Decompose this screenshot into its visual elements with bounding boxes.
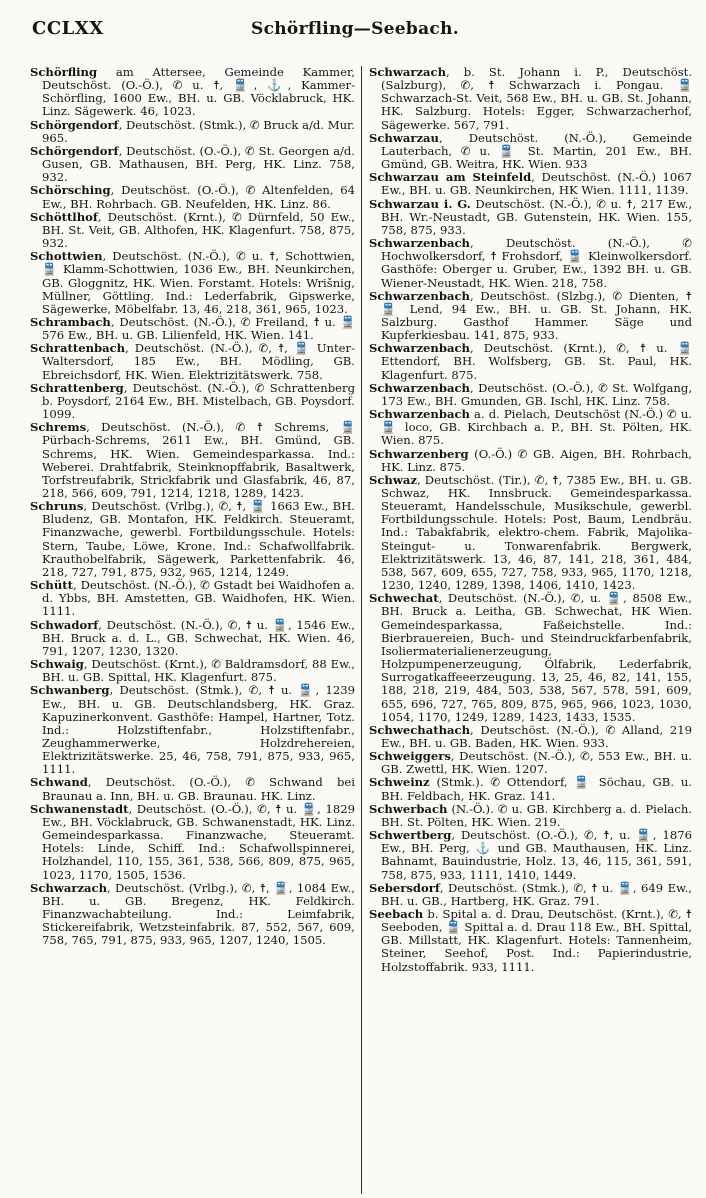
entry-place-name: Schrattenberg xyxy=(30,380,124,395)
entry-place-name: Schwechat xyxy=(369,591,439,606)
gazetteer-entry xyxy=(369,882,692,908)
entry-place-name: Seebach xyxy=(369,907,424,921)
entry-text: , Deutschöst. (N.-Ö.), ✆ u. ☨, Schottwien, 🚆 Klamm-Schottwien, 1036 Ew., BH. Neunkirchen, GB. Gloggnitz, HK. Wien. Forstamt. Hotels: Wrišnig, Müllner, Göttling. Ind.: Lederfabrik, Gipswerke, Sägewerke, Möbelfabr. 13, 46, 218, 361, 965, 1023. xyxy=(42,249,355,316)
entry-text: , Deutschöst. (N.-Ö.), ✆ Freiland, ☨ u. 🚆 576 Ew., BH. u. GB. Lilienfeld, HK. Wien. 141. xyxy=(42,314,355,343)
entry-place-name: Schörgendorf xyxy=(30,143,119,158)
entry-text: , Deutschöst. (N.-Ö.), ✆ Schrattenberg b. Poysdorf, 2164 Ew., BH. Mistelbach, GB. Poysdorf. 1099. xyxy=(42,380,355,422)
gazetteer-entry xyxy=(369,908,692,974)
entry-place-name: Schörsching xyxy=(30,183,111,198)
gazetteer-entry xyxy=(369,171,692,197)
gazetteer-entry xyxy=(369,382,692,408)
gazetteer-entry xyxy=(369,592,692,724)
entry-text: , Deutschöst. (O.-Ö.), ✆ St. Georgen a/d. Gusen, GB. Mathausen, BH. Perg, HK. Linz. 758, 932. xyxy=(42,143,355,185)
entry-text: (Stmk.). ✆ Ottendorf, 🚆 Söchau, GB. u. BH. Feldbach, HK. Graz. 141. xyxy=(381,775,692,803)
gazetteer-entry xyxy=(30,250,355,316)
gazetteer-entry xyxy=(369,132,692,171)
entry-place-name: Schruns xyxy=(30,499,84,514)
entry-text: , Deutschöst. (Vrlbg.), ✆, ☨, 🚆, 1084 Ew., BH. u. GB. Bregenz, HK. Feldkirch. Finanzwachabteilung. Ind.: Leimfabrik, Stickereifabrik, Wetzsteinfabrik. 87, 552, 567, 609, 758, 765, 791, 875, 933, 965, 1207, 1240, 1505. xyxy=(42,880,355,948)
gazetteer-entry xyxy=(30,882,355,948)
entry-text: a. d. Pielach, Deutschöst (N.-Ö.) ✆ u. 🚆 loco, GB. Kirchbach a. P., BH. St. Pölten, HK. Wien. 875. xyxy=(381,407,692,448)
entry-text: , Deutschöst. (N.-Ö.), Gemeinde Lauterbach, ✆ u. 🚆 St. Martin, 201 Ew., BH. Gmünd, GB. Weitra, HK. Wien. 933 xyxy=(381,130,692,172)
entry-place-name: Schwarzenbach xyxy=(369,236,470,251)
gazetteer-columns xyxy=(30,66,692,1194)
gazetteer-entry xyxy=(369,198,692,237)
entry-place-name: Schweinz xyxy=(369,775,430,790)
entry-text: (O.-Ö.) ✆ GB. Aigen, BH. Rohrbach, HK. Linz. 875. xyxy=(381,446,692,474)
entry-place-name: Schwechathach xyxy=(369,722,471,737)
gazetteer-entry xyxy=(369,237,692,290)
entry-place-name: Schwanenstadt xyxy=(30,801,129,816)
entry-place-name: Schwaig xyxy=(30,657,84,672)
entry-place-name: Schwand xyxy=(30,775,88,790)
entry-text: , Deutschöst. (O.-Ö.), ✆ Schwand bei Braunau a. Inn, BH. u. GB. Braunau. HK. Linz. xyxy=(42,775,355,803)
gazetteer-entry xyxy=(369,290,692,343)
entry-place-name: Schwerbach xyxy=(369,801,448,816)
gazetteer-entry xyxy=(30,211,355,250)
entry-text: , Deutschöst. (N.-Ö.), ✆ ☨ Schrems, 🚆 Pürbach-Schrems, 2611 Ew., BH. Gmünd, GB. Schrems, HK. Wien. Gemeindesparkassa. Ind.: Weberei. Drahtfabrik, Steinknopffabrik, Basaltwerk, Torfstreufabrik, Strickfabrik und Glasfabrik, 46, 87, 218, 566, 609, 791, 1214, 1218, 1289, 1423. xyxy=(42,420,355,500)
entry-text: , Deutschöst. (O.-Ö.), ✆ St. Wolfgang, 173 Ew., BH. Gmunden, GB. Ischl, HK. Linz. 758. xyxy=(381,380,692,408)
entry-place-name: Schwarzenbach xyxy=(369,407,470,422)
entry-text: , Deutschöst. (N.-Ö.), ✆, 553 Ew., BH. u. GB. Zwettl, HK. Wien. 1207. xyxy=(381,749,692,777)
gazetteer-entry xyxy=(30,684,355,776)
entry-text: , Deutschöst. (N.-Ö.) 1067 Ew., BH. u. GB. Neunkirchen, HK Wien. 1111, 1139. xyxy=(381,170,692,198)
page-title: Schörfling—Seebach. xyxy=(251,19,459,39)
gazetteer-entry xyxy=(30,66,355,119)
left-column xyxy=(30,66,361,1194)
gazetteer-entry xyxy=(369,408,692,447)
page-header xyxy=(28,18,682,42)
entry-text: , Deutschöst. (Tir.), ✆, ☨, 7385 Ew., BH. u. GB. Schwaz, HK. Innsbruck. Gemeindesparkassa. Steueramt, Handelsschule, Musikschule, gewerbl. Fortbildungsschule. Hotels: Post, Baum, Lendbräu. Ind.: Tabakfabrik, elektro-chem. Fabrik, Majolika-Steingut- u. Tonwarenfabrik. Bergwerk, Elektrizitätswerk. 13, 46, 87, 141, 218, 361, 484, 538, 567, 609, 655, 727, 758, 933, 965, 1170, 1218, 1230, 1240, 1289, 1398, 1406, 1410, 1423. xyxy=(381,472,692,593)
entry-place-name: Schwarzenbach xyxy=(369,288,470,303)
entry-text: , Deutschöst. (Slzbg.), ✆ Dienten, ☨ 🚆 Lend, 94 Ew., BH. u. GB. St. Johann, HK. Salzburg. Gasthof Hammer. Säge und Kupferkiesbau. 141, 875, 933. xyxy=(381,288,692,343)
gazetteer-entry xyxy=(30,342,355,381)
entry-place-name: Schwarzenbach xyxy=(369,380,470,395)
entry-text: , Deutschöst. (Krnt.), ✆ Baldramsdorf, 88 Ew., BH. u. GB. Spittal, HK. Klagenfurt. 875. xyxy=(42,657,355,685)
right-column xyxy=(361,66,692,1194)
entry-place-name: Schwarzenberg xyxy=(369,446,469,461)
entry-place-name: Schwarzenbach xyxy=(369,341,470,356)
entry-place-name: Schwaz xyxy=(369,472,417,487)
gazetteer-entry xyxy=(369,750,692,776)
entry-text: , Deutschöst. (Stmk.), ✆, ☨ u. 🚆, 649 Ew., BH. u. GB., Hartberg, HK. Graz. 791. xyxy=(381,880,692,908)
entry-place-name: Sebersdorf xyxy=(369,880,440,895)
gazetteer-entry xyxy=(369,474,692,592)
entry-text: , Deutschöst. (O.-Ö.), ✆, ☨ u. 🚆, 1829 Ew., BH. Vöcklabruck, GB. Schwanenstadt, HK. Linz. Gemeindesparkassa. Finanzwache, Steueramt. Hotels: Linde, Schiff. Ind.: Schafwollspinnerei, Holzhandel, 110, 155, 361, 538, 566, 809, 875, 965, 1023, 1170, 1505, 1536. xyxy=(42,801,355,882)
entry-place-name: Schwarzach xyxy=(369,65,447,79)
gazetteer-entry xyxy=(369,776,692,802)
entry-text: b. Spital a. d. Drau, Deutschöst. (Krnt.), ✆, ☨ Seeboden, 🚆 Spittal a. d. Drau 118 Ew., BH. Spittal, GB. Millstatt, HK. Klagenfurt. Hotels: Tannenheim, Steiner, Seehof, Post. Ind.: Papierindustrie, Holzstoffabrik. 933, 1111. xyxy=(381,907,692,974)
entry-place-name: Schrattenbach xyxy=(30,341,126,356)
gazetteer-entry xyxy=(30,776,355,802)
gazetteer-entry xyxy=(369,448,692,474)
page-number: CCLXX xyxy=(32,18,104,39)
entry-text: , Deutschöst. (Stmk.), ✆ Bruck a/d. Mur. 965. xyxy=(42,117,355,145)
gazetteer-entry xyxy=(30,145,355,184)
entry-text: , Deutschöst. (Vrlbg.), ✆, ☨, 🚆 1663 Ew., BH. Bludenz, GB. Montafon, HK. Feldkirch. Steueramt, Finanzwache, gewerbl. Fortbildungsschule. Hotels: Stern, Taube, Löwe, Krone. Ind.: Schafwollfabrik. Krauthobelfabrik, Sägewerk, Parkettenfabrik. 46, 218, 727, 791, 875, 932, 965, 1214, 1249. xyxy=(42,499,355,579)
entry-place-name: Schwarzau am Steinfeld xyxy=(369,170,532,185)
entry-place-name: Schütt xyxy=(30,578,74,593)
entry-text: , Deutschöst. (N.-Ö.), ✆ Gstadt bei Waidhofen a. d. Ybbs, BH. Amstetten, GB. Waidhofen, HK. Wien. 1111. xyxy=(42,578,355,619)
gazetteer-entry xyxy=(30,119,355,145)
gazetteer-entry xyxy=(30,658,355,684)
entry-place-name: Schwarzau xyxy=(369,130,439,145)
gazetteer-entry xyxy=(30,500,355,579)
entry-text: , Deutschöst. (N.-Ö.), ✆ Hochwolkersdorf, ☨ Frohsdorf, 🚆 Kleinwolkersdorf. Gasthöfe: Oberger u. Gruber, Ew., 1392 BH. u. GB. Wiener-Neustadt, HK. Wien. 218, 758. xyxy=(381,236,692,290)
entry-text: , Deutschöst. (O.-Ö.), ✆ Altenfelden, 64 Ew., BH. Rohrbach. GB. Neufelden, HK. Linz. 86. xyxy=(42,183,355,211)
entry-text: , Deutschöst. (Krnt.), ✆ Dürnfeld, 50 Ew., BH. St. Veit, GB. Althofen, HK. Klagenfurt. 758, 875, 932. xyxy=(42,209,355,251)
entry-place-name: Schwadorf xyxy=(30,617,99,632)
entry-text: (N.-Ö.). ✆ u. GB. Kirchberg a. d. Pielach. BH. St. Pölten, HK. Wien. 219. xyxy=(381,801,692,829)
entry-place-name: Schrambach xyxy=(30,314,111,329)
gazetteer-entry xyxy=(30,803,355,882)
entry-text: , Deutschöst. (O.-Ö.), ✆, ☨, u. 🚆, 1876 Ew., BH. Perg, ⚓ und GB. Mauthausen, HK. Linz. Bahnamt, Bauindustrie, Holz. 13, 46, 115, 361, 591, 758, 875, 933, 1111, 1410, 1449. xyxy=(381,828,692,882)
gazetteer-entry xyxy=(369,342,692,381)
entry-place-name: Schöttlhof xyxy=(30,209,98,224)
entry-place-name: Schwertberg xyxy=(369,828,452,843)
gazetteer-entry xyxy=(30,184,355,210)
entry-text: Deutschöst. (N.-Ö.), ✆ u. ☨, 217 Ew., BH. Wr.-Neustadt, GB. Gutenstein, HK. Wien. 155, 758, 875, 933. xyxy=(381,196,693,237)
entry-place-name: Schwanberg xyxy=(30,683,110,698)
entry-place-name: Schrems xyxy=(30,420,87,435)
entry-place-name: Schwarzau i. G. xyxy=(369,196,471,211)
entry-text: am Attersee, Gemeinde Kammer, Deutschöst. (O.-Ö.), ✆ u. ☨, 🚆, ⚓, Kammer-Schörfling, 1600 Ew., BH. u. GB. Vöcklabruck, HK. Linz. Sägewerk. 46, 1023. xyxy=(42,65,355,119)
gazetteer-entry xyxy=(30,579,355,618)
gazetteer-entry xyxy=(30,316,355,342)
entry-place-name: Schörfling xyxy=(30,65,98,79)
entry-text: , Deutschöst. (N.-Ö.), ✆, ☨ u. 🚆, 1546 Ew., BH. Bruck a. d. L., GB. Schwechat, HK. Wien. 46, 791, 1207, 1230, 1320. xyxy=(42,617,355,658)
entry-text: , Deutschöst. (Stmk.), ✆, ☨ u. 🚆, 1239 Ew., BH. u. GB. Deutschlandsberg, HK. Graz. Kapuzinerkonvent. Gasthöfe: Hampel, Hartner, Totz. Ind.: Holzstiftenfabr., Holzstiftenfabr., Zeughammerwerke, Holzdrehereien, Elektrizitätswerke. 25, 46, 758, 791, 875, 933, 965, 1111. xyxy=(42,683,355,777)
entry-place-name: Schörgendorf xyxy=(30,117,119,132)
entry-text: , Deutschöst. (Krnt.), ✆, ☨ u. 🚆 Ettendorf, BH. Wolfsberg, GB. St. Paul, HK. Klagenfurt. 875. xyxy=(381,341,692,382)
gazetteer-entry xyxy=(30,382,355,421)
gazetteer-entry xyxy=(369,803,692,829)
entry-text: , Deutschöst. (N.-Ö.), ✆ Alland, 219 Ew., BH. u. GB. Baden, HK. Wien. 933. xyxy=(381,722,692,750)
entry-place-name: Schottwien xyxy=(30,249,103,264)
entry-text: , Deutschöst. (N.-Ö.), ✆, u. 🚆, 8508 Ew., BH. Bruck a. Leitha, GB. Schwechat, HK Wien. Gemeindesparkassa, Faßeichstelle. Ind.: Bierbrauereien, Buch- und Steindruckfarbenfabrik, Isoliermaterialienerzeugung, Holzpumpenerzeugung, Ölfabrik, Lederfabrik, Surrogatkaffeeerzeugung. 13, 25, 46, 82, 141, 155, 188, 218, 219, 484, 503, 538, 567, 578, 591, 609, 655, 696, 727, 765, 809, 875, 965, 966, 1023, 1030, 1054, 1170, 1249, 1289, 1423, 1433, 1535. xyxy=(381,591,692,724)
gazetteer-entry xyxy=(30,421,355,500)
gazetteer-entry xyxy=(369,66,692,132)
gazetteer-entry xyxy=(369,724,692,750)
entry-text: , Deutschöst. (N.-Ö.), ✆, ☨, 🚆 Unter-Waltersdorf, 185 Ew., BH. Mödling, GB. Ebreichsdorf, HK. Wien. Elektrizitätswerk. 758. xyxy=(42,341,355,382)
gazetteer-entry xyxy=(369,829,692,882)
gazetteer-entry xyxy=(30,619,355,658)
entry-place-name: Schweiggers xyxy=(369,749,451,764)
entry-place-name: Schwarzach xyxy=(30,880,108,895)
entry-text: , b. St. Johann i. P., Deutschöst. (Salzburg), ✆, ☨ Schwarzach i. Pongau. 🚆 Schwarzach-St. Veit, 568 Ew., BH. u. GB. St. Johann, HK. Salzburg. Hotels: Egger, Schwarzacherhof, Sägewerke. 567, 791. xyxy=(381,65,692,132)
